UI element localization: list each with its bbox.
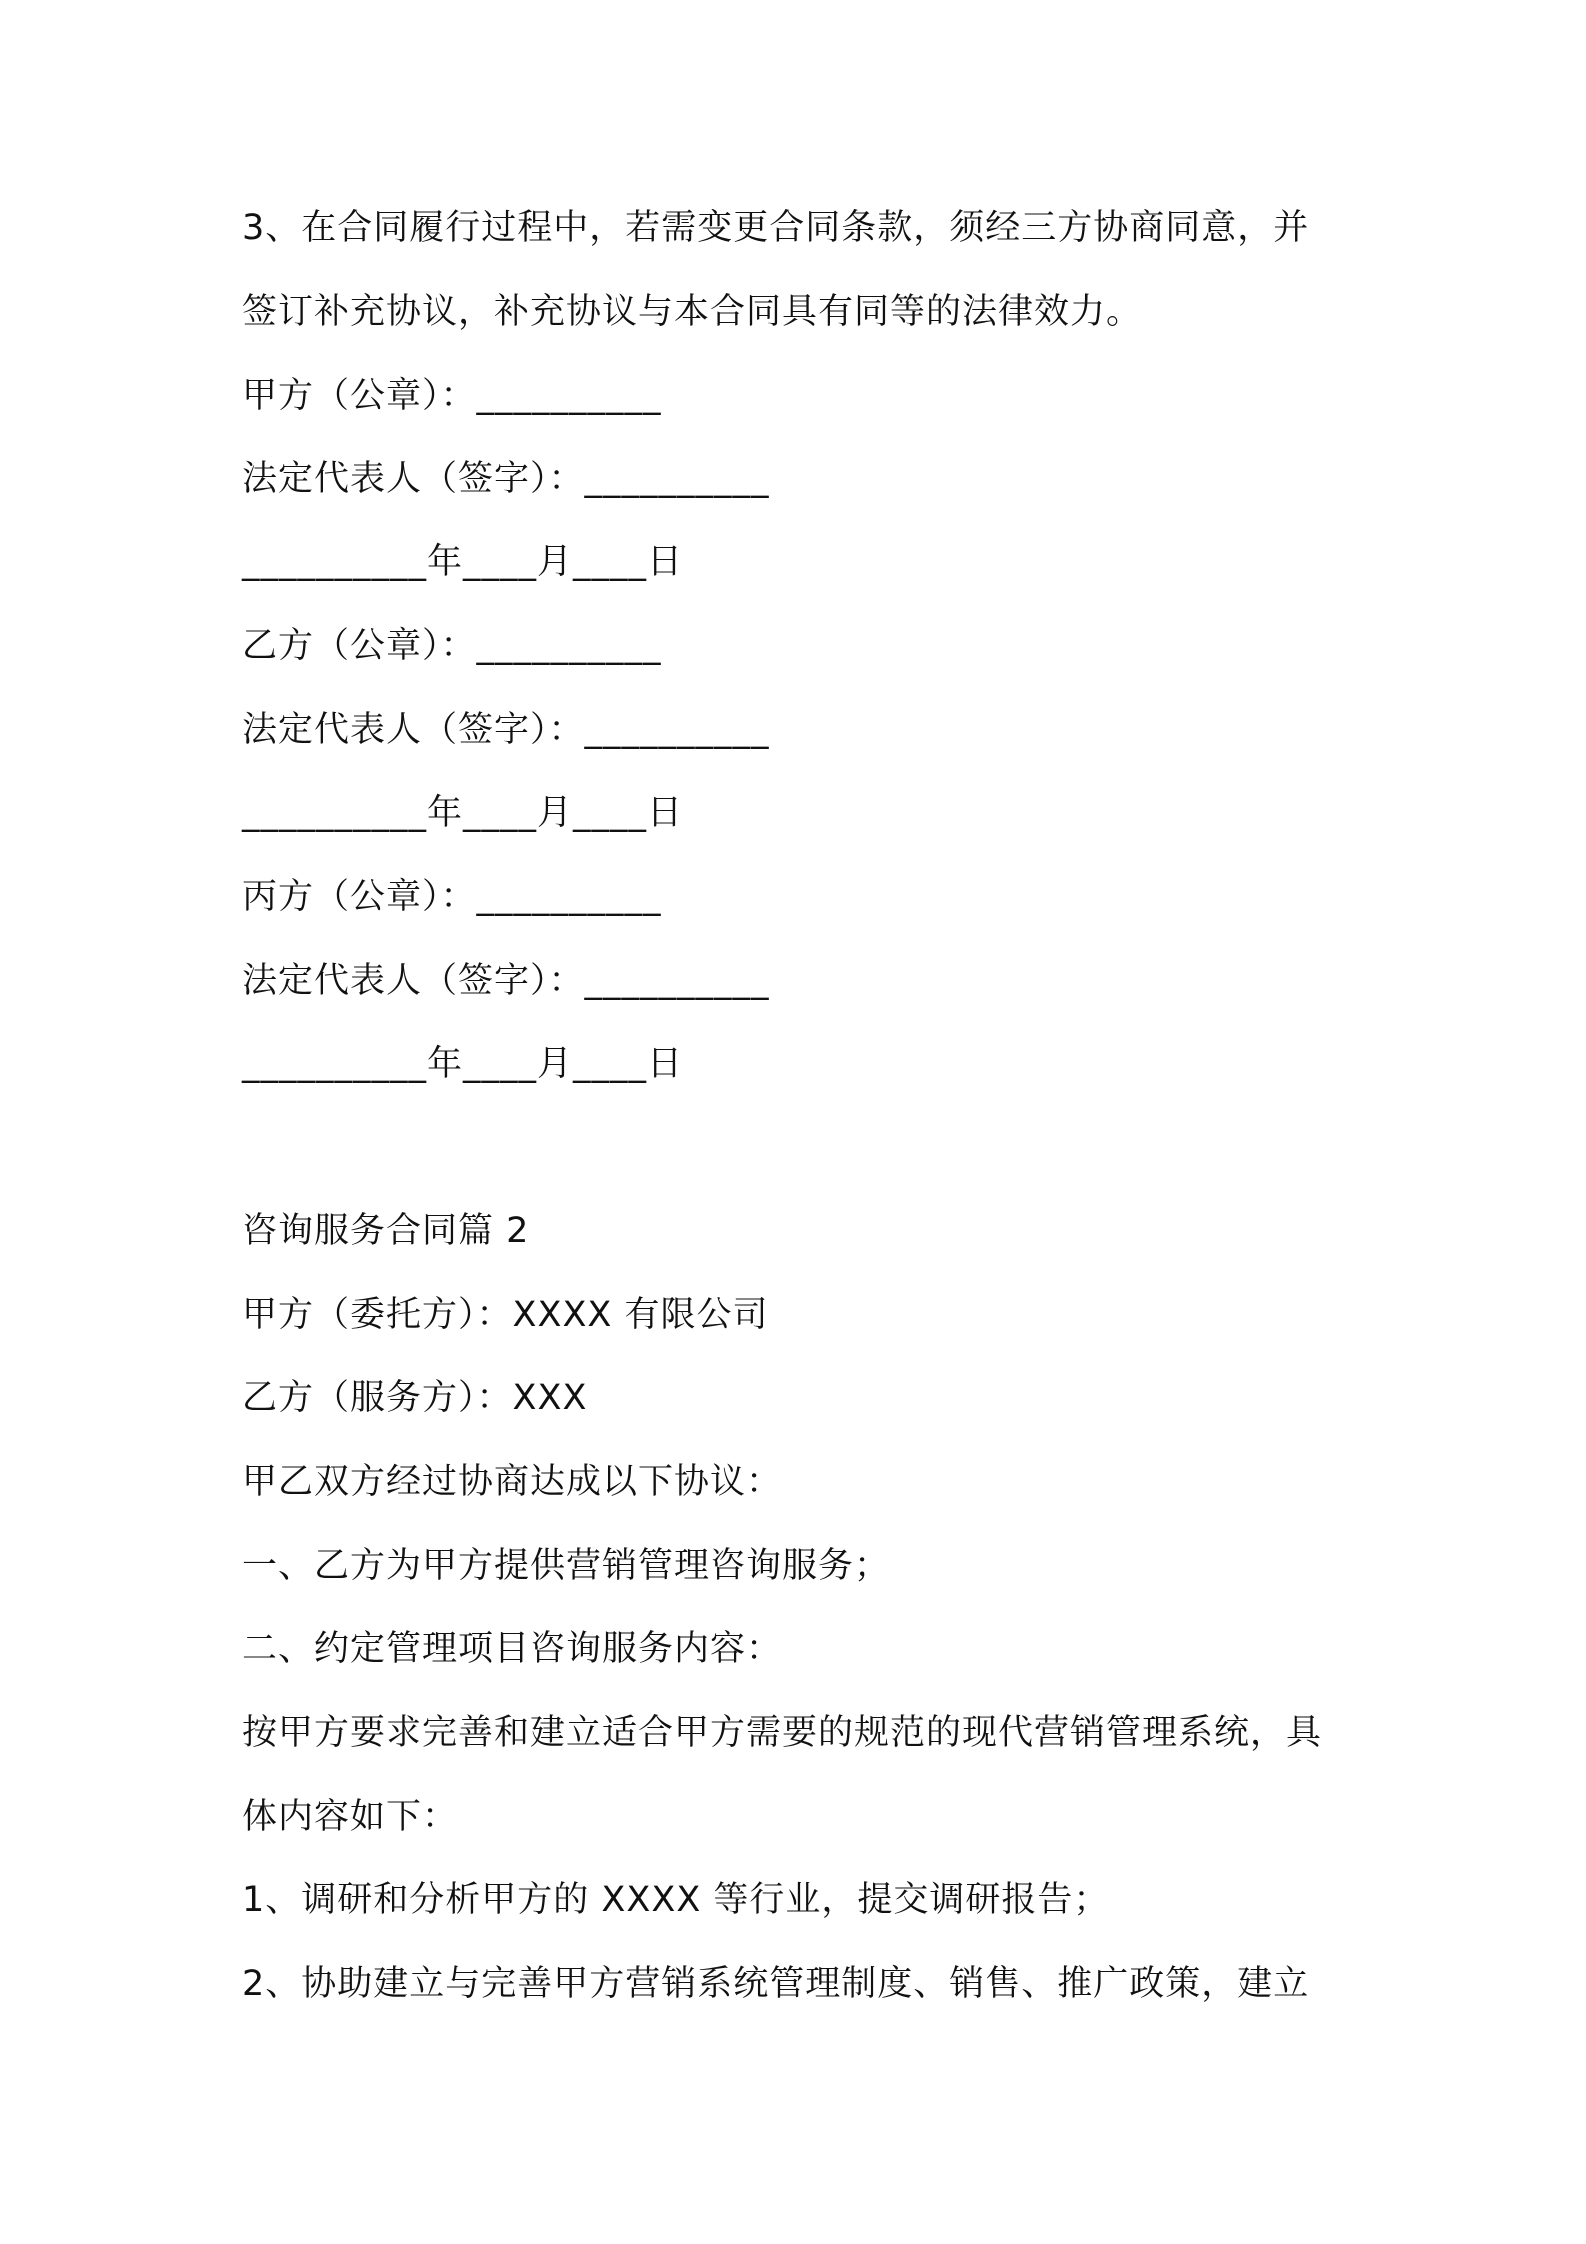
section-title: 咨询服务合同篇 2 xyxy=(242,1211,530,1251)
party-c-representative-line: 法定代表人（签字）：__________ xyxy=(242,961,770,1001)
content-item-1-line: 1、调研和分析甲方的 XXXX 等行业，提交调研报告； xyxy=(242,1880,1110,1920)
party-c-seal-line: 丙方（公章）：__________ xyxy=(242,877,662,917)
content-item-2-line: 2、协助建立与完善甲方营销系统管理制度、销售、推广政策，建立 xyxy=(242,1964,1310,2004)
agreement-intro-line: 甲乙双方经过协商达成以下协议： xyxy=(242,1462,783,1502)
clause-3-line-1: 3、在合同履行过程中，若需变更合同条款，须经三方协商同意，并 xyxy=(242,208,1310,248)
party-a-date-line: __________年____月____日 xyxy=(242,542,684,582)
requirement-line-2: 体内容如下： xyxy=(242,1797,459,1837)
party-a-client-line: 甲方（委托方）：XXXX 有限公司 xyxy=(242,1295,769,1335)
party-b-date-line: __________年____月____日 xyxy=(242,793,684,833)
party-b-provider-line: 乙方（服务方）：XXX xyxy=(242,1378,588,1418)
requirement-line-1: 按甲方要求完善和建立适合甲方需要的规范的现代营销管理系统，具 xyxy=(242,1713,1323,1753)
clause-3-line-2: 签订补充协议，补充协议与本合同具有同等的法律效力。 xyxy=(242,292,1143,332)
party-a-representative-line: 法定代表人（签字）：__________ xyxy=(242,459,770,499)
party-a-seal-line: 甲方（公章）：__________ xyxy=(242,376,662,416)
item-one-line: 一、乙方为甲方提供营销管理咨询服务； xyxy=(242,1546,891,1586)
party-b-seal-line: 乙方（公章）：__________ xyxy=(242,626,662,666)
party-b-representative-line: 法定代表人（签字）：__________ xyxy=(242,710,770,750)
item-two-line: 二、约定管理项目咨询服务内容： xyxy=(242,1629,783,1669)
party-c-date-line: __________年____月____日 xyxy=(242,1044,684,1084)
